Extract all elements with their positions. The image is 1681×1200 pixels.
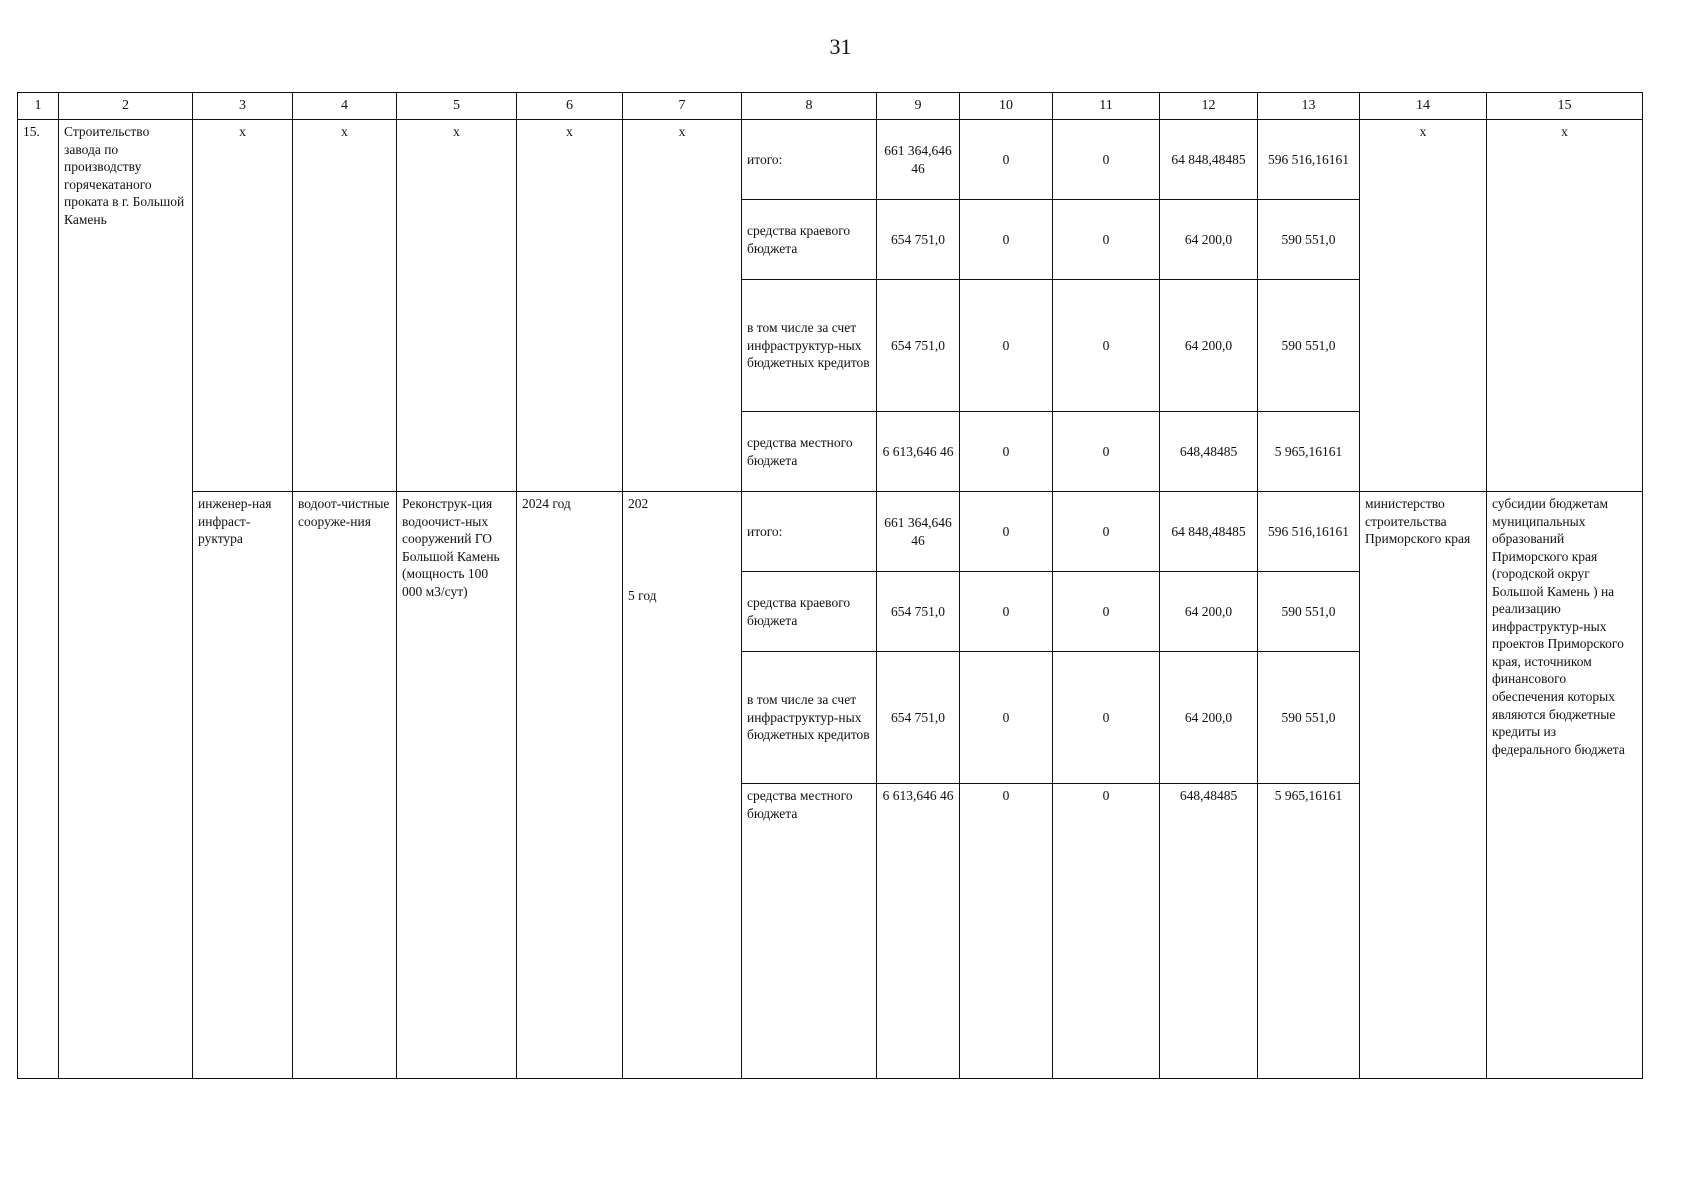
value-cell: 590 551,0	[1258, 572, 1360, 652]
value-cell: 590 551,0	[1258, 280, 1360, 412]
header-cell: 6	[517, 93, 623, 120]
end-year	[623, 492, 742, 1079]
header-cell: 1	[18, 93, 59, 120]
infrastructure-type: инженер-ная инфраст-руктура	[193, 492, 293, 1079]
value-cell: 654 751,0	[877, 200, 960, 280]
value-cell: 64 200,0	[1160, 280, 1258, 412]
value-cell: 64 848,48485	[1160, 120, 1258, 200]
funding-label: средства местного бюджета	[742, 412, 877, 492]
x-mark: x	[1487, 120, 1643, 492]
value-cell: 5 965,16161	[1258, 412, 1360, 492]
x-mark: x	[1360, 120, 1487, 492]
value-cell: 6 613,646 46	[877, 412, 960, 492]
value-cell: 0	[1053, 784, 1160, 1079]
value-cell: 654 751,0	[877, 572, 960, 652]
end-year-part: 202	[628, 496, 649, 511]
value-cell: 0	[960, 492, 1053, 572]
page-number: 31	[829, 34, 852, 59]
value-cell: 0	[1053, 412, 1160, 492]
budget-table	[17, 92, 1643, 1079]
funding-label: средства краевого бюджета	[742, 200, 877, 280]
header-row	[18, 93, 1643, 120]
value-cell: 654 751,0	[877, 280, 960, 412]
header-cell: 4	[293, 93, 397, 120]
value-cell: 654 751,0	[877, 652, 960, 784]
value-cell: 0	[1053, 200, 1160, 280]
value-cell: 661 364,646 46	[877, 492, 960, 572]
header-cell: 14	[1360, 93, 1487, 120]
start-year: 2024 год	[517, 492, 623, 1079]
responsible-body: министерство строительства Приморского края	[1360, 492, 1487, 1079]
header-cell: 2	[59, 93, 193, 120]
value-cell: 0	[960, 280, 1053, 412]
funding-label: итого:	[742, 120, 877, 200]
value-cell: 0	[960, 120, 1053, 200]
value-cell: 5 965,16161	[1258, 784, 1360, 1079]
funding-label: средства краевого бюджета	[742, 572, 877, 652]
x-mark: x	[397, 120, 517, 492]
value-cell: 0	[1053, 572, 1160, 652]
value-cell: 64 200,0	[1160, 572, 1258, 652]
header-cell: 12	[1160, 93, 1258, 120]
x-mark: x	[517, 120, 623, 492]
value-cell: 0	[1053, 492, 1160, 572]
object-name: Реконструк-ция водоочист-ных сооружений ГО Большой Камень (мощность 100 000 м3/сут)	[397, 492, 517, 1079]
header-cell: 10	[960, 93, 1053, 120]
header-cell: 9	[877, 93, 960, 120]
funding-form: субсидии бюджетам муниципальных образований Приморского края (городской округ Большой Камень ) на реализацию инфраструктур-ных проектов Приморского края, источником финансового обеспечения которых являются бюджетные кредиты из федерального бюджета	[1487, 492, 1643, 1079]
end-year-part: 5 год	[628, 587, 657, 603]
funding-label: в том числе за счет инфраструктур-ных бюджетных кредитов	[742, 652, 877, 784]
value-cell: 0	[960, 652, 1053, 784]
funding-label: средства местного бюджета	[742, 784, 877, 1079]
x-mark: x	[623, 120, 742, 492]
value-cell: 590 551,0	[1258, 200, 1360, 280]
funding-label: в том числе за счет инфраструктур-ных бюджетных кредитов	[742, 280, 877, 412]
funding-label: итого:	[742, 492, 877, 572]
value-cell: 648,48485	[1160, 412, 1258, 492]
project-name: Строительство завода по производству горячекатаного проката в г. Большой Камень	[59, 120, 193, 1079]
value-cell: 0	[960, 784, 1053, 1079]
table-row	[18, 492, 1643, 572]
value-cell: 64 200,0	[1160, 200, 1258, 280]
value-cell: 0	[1053, 652, 1160, 784]
value-cell: 64 848,48485	[1160, 492, 1258, 572]
header-cell: 13	[1258, 93, 1360, 120]
value-cell: 64 200,0	[1160, 652, 1258, 784]
header-cell: 3	[193, 93, 293, 120]
value-cell: 0	[960, 412, 1053, 492]
header-cell: 5	[397, 93, 517, 120]
value-cell: 661 364,646 46	[877, 120, 960, 200]
table-row	[18, 120, 1643, 200]
value-cell: 590 551,0	[1258, 652, 1360, 784]
value-cell: 596 516,16161	[1258, 492, 1360, 572]
x-mark: x	[293, 120, 397, 492]
value-cell: 0	[1053, 120, 1160, 200]
header-cell: 7	[623, 93, 742, 120]
object-type: водоот-чистные сооруже-ния	[293, 492, 397, 1079]
x-mark: x	[193, 120, 293, 492]
header-cell: 8	[742, 93, 877, 120]
value-cell: 648,48485	[1160, 784, 1258, 1079]
value-cell: 596 516,16161	[1258, 120, 1360, 200]
row-number: 15.	[18, 120, 59, 1079]
value-cell: 6 613,646 46	[877, 784, 960, 1079]
header-cell: 15	[1487, 93, 1643, 120]
value-cell: 0	[1053, 280, 1160, 412]
header-cell: 11	[1053, 93, 1160, 120]
value-cell: 0	[960, 572, 1053, 652]
value-cell: 0	[960, 200, 1053, 280]
